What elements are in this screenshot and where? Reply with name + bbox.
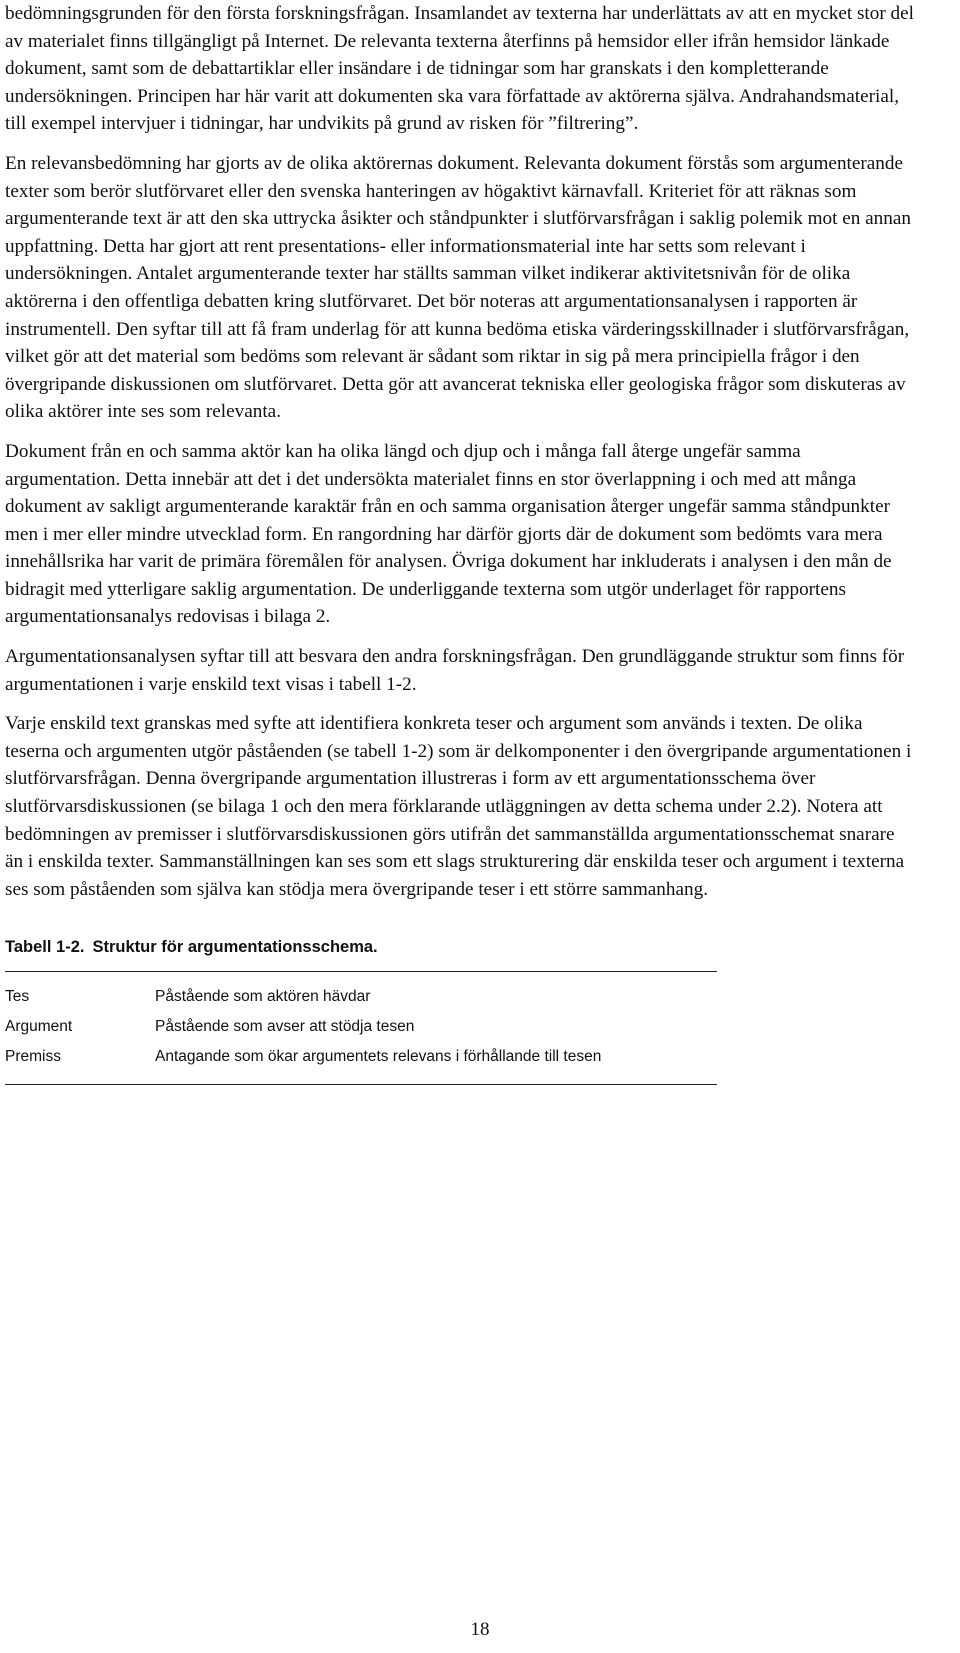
table-caption-title: Struktur för argumentationsschema.	[92, 938, 378, 957]
paragraph-4: Argumentationsanalysen syftar till att besvara den andra forskningsfrågan. Den grundläggande struktur som finns för argumentationen i varje enskild text visas i tabell 1-2.	[5, 646, 905, 695]
document-page	[5, 0, 915, 1085]
table-block	[5, 937, 915, 1085]
paragraph-1: bedömningsgrunden för den första forskningsfrågan. Insamlandet av texterna har underlättats av att en mycket stor del av materialet finns tillgängligt på Internet. De relevanta texterna återfinns på hemsidor eller ifrån hemsidor länkade dokument, samt som de debattartiklar eller insändare i de tidningar som har granskats i den kompletterande undersökningen. Principen har här varit att dokumenten ska vara författade av aktörerna själva. Andrahandsmaterial, till exempel intervjuer i tidningar, har undvikits på grund av risken för ”filtrering”.	[5, 3, 914, 135]
paragraph-2: En relevansbedömning har gjorts av de olika aktörernas dokument. Relevanta dokument förstås som argumenterande texter som berör slutförvaret eller den svenska hanteringen av högaktivt kärnavfall. Kriteriet för att räknas som argumenterande text är att den ska uttrycka åsikter och ståndpunkter i slutförvarsfrågan i saklig polemik mot en annan uppfattning. Detta har gjort att rent presentations- eller informationsmaterial inte har setts som relevant i undersökningen. Antalet argumenterande texter har ställts samman vilket indikerar aktivitetsnivån för de olika aktörerna i den offentliga debatten kring slutförvaret. Det bör noteras att argumentationsanalysen i rapporten är instrumentell. Den syftar till att få fram underlag för att kunna bedöma etiska värderingsskillnader i slutförvarsfrågan, vilket gör att det material som bedöms som relevant är sådant som riktar in sig på mera principiella frågor i den övergripande diskussionen om slutförvaret. Detta gör att avancerat tekniska eller geologiska frågor som diskuteras av olika aktörer inte ses som relevanta.	[5, 152, 911, 423]
paragraph-5: Varje enskild text granskas med syfte att identifiera konkreta teser och argument som används i texten. De olika teserna och argumenten utgör påståenden (se tabell 1-2) som är delkomponenter i den övergripande argumentationen i slutförvarsfrågan. Denna övergripande argumentation illustreras i form av ett argumentationsschema över slutförvarsdiskussionen (se bilaga 1 och den mera förklarande utläggningen av detta schema under 2.2). Notera att bedömningen av premisser i slutförvarsdiskussionen görs utifrån det sammanställda argumentationsschemat snarare än i enskilda texter. Sammanställningen kan ses som ett slags strukturering där enskilda teser och argument i texterna ses som påståenden som själva kan stödja mera övergripande teser i ett större sammanhang.	[5, 713, 912, 900]
table-cell-definition: Påstående som avser att stödja tesen	[155, 1018, 415, 1036]
page-number: 18	[470, 1619, 490, 1640]
table-row	[5, 1042, 717, 1085]
structure-table	[5, 971, 717, 1085]
table-cell-definition: Påstående som aktören hävdar	[155, 988, 371, 1006]
table-cell-term: Tes	[5, 988, 30, 1006]
table-caption	[5, 937, 915, 957]
table-caption-number: Tabell 1-2.	[5, 938, 85, 957]
table-cell-term: Premiss	[5, 1048, 61, 1066]
table-cell-term: Argument	[5, 1018, 73, 1036]
paragraph-3: Dokument från en och samma aktör kan ha olika längd och djup och i många fall återge ungefär samma argumentation. Detta innebär att det i det undersökta materialet finns en stor överlappning i och med att många dokument av sakligt argumenterande karaktär från en och samma organisation återger ungefär samma ståndpunkter men i mer eller mindre utvecklad form. En rangordning har därför gjorts där de dokument som bedömts vara mera innehållsrika har varit de primära föremålen för analysen. Övriga dokument har inkluderats i analysen i den mån de bidragit med ytterligare saklig argumentation. De underliggande texterna som utgör underlaget för rapportens argumentationsanalys redovisas i bilaga 2.	[5, 440, 892, 628]
table-row	[5, 1012, 717, 1042]
table-cell-definition: Antagande som ökar argumentets relevans i förhållande till tesen	[155, 1048, 602, 1066]
table-row	[5, 972, 717, 1013]
